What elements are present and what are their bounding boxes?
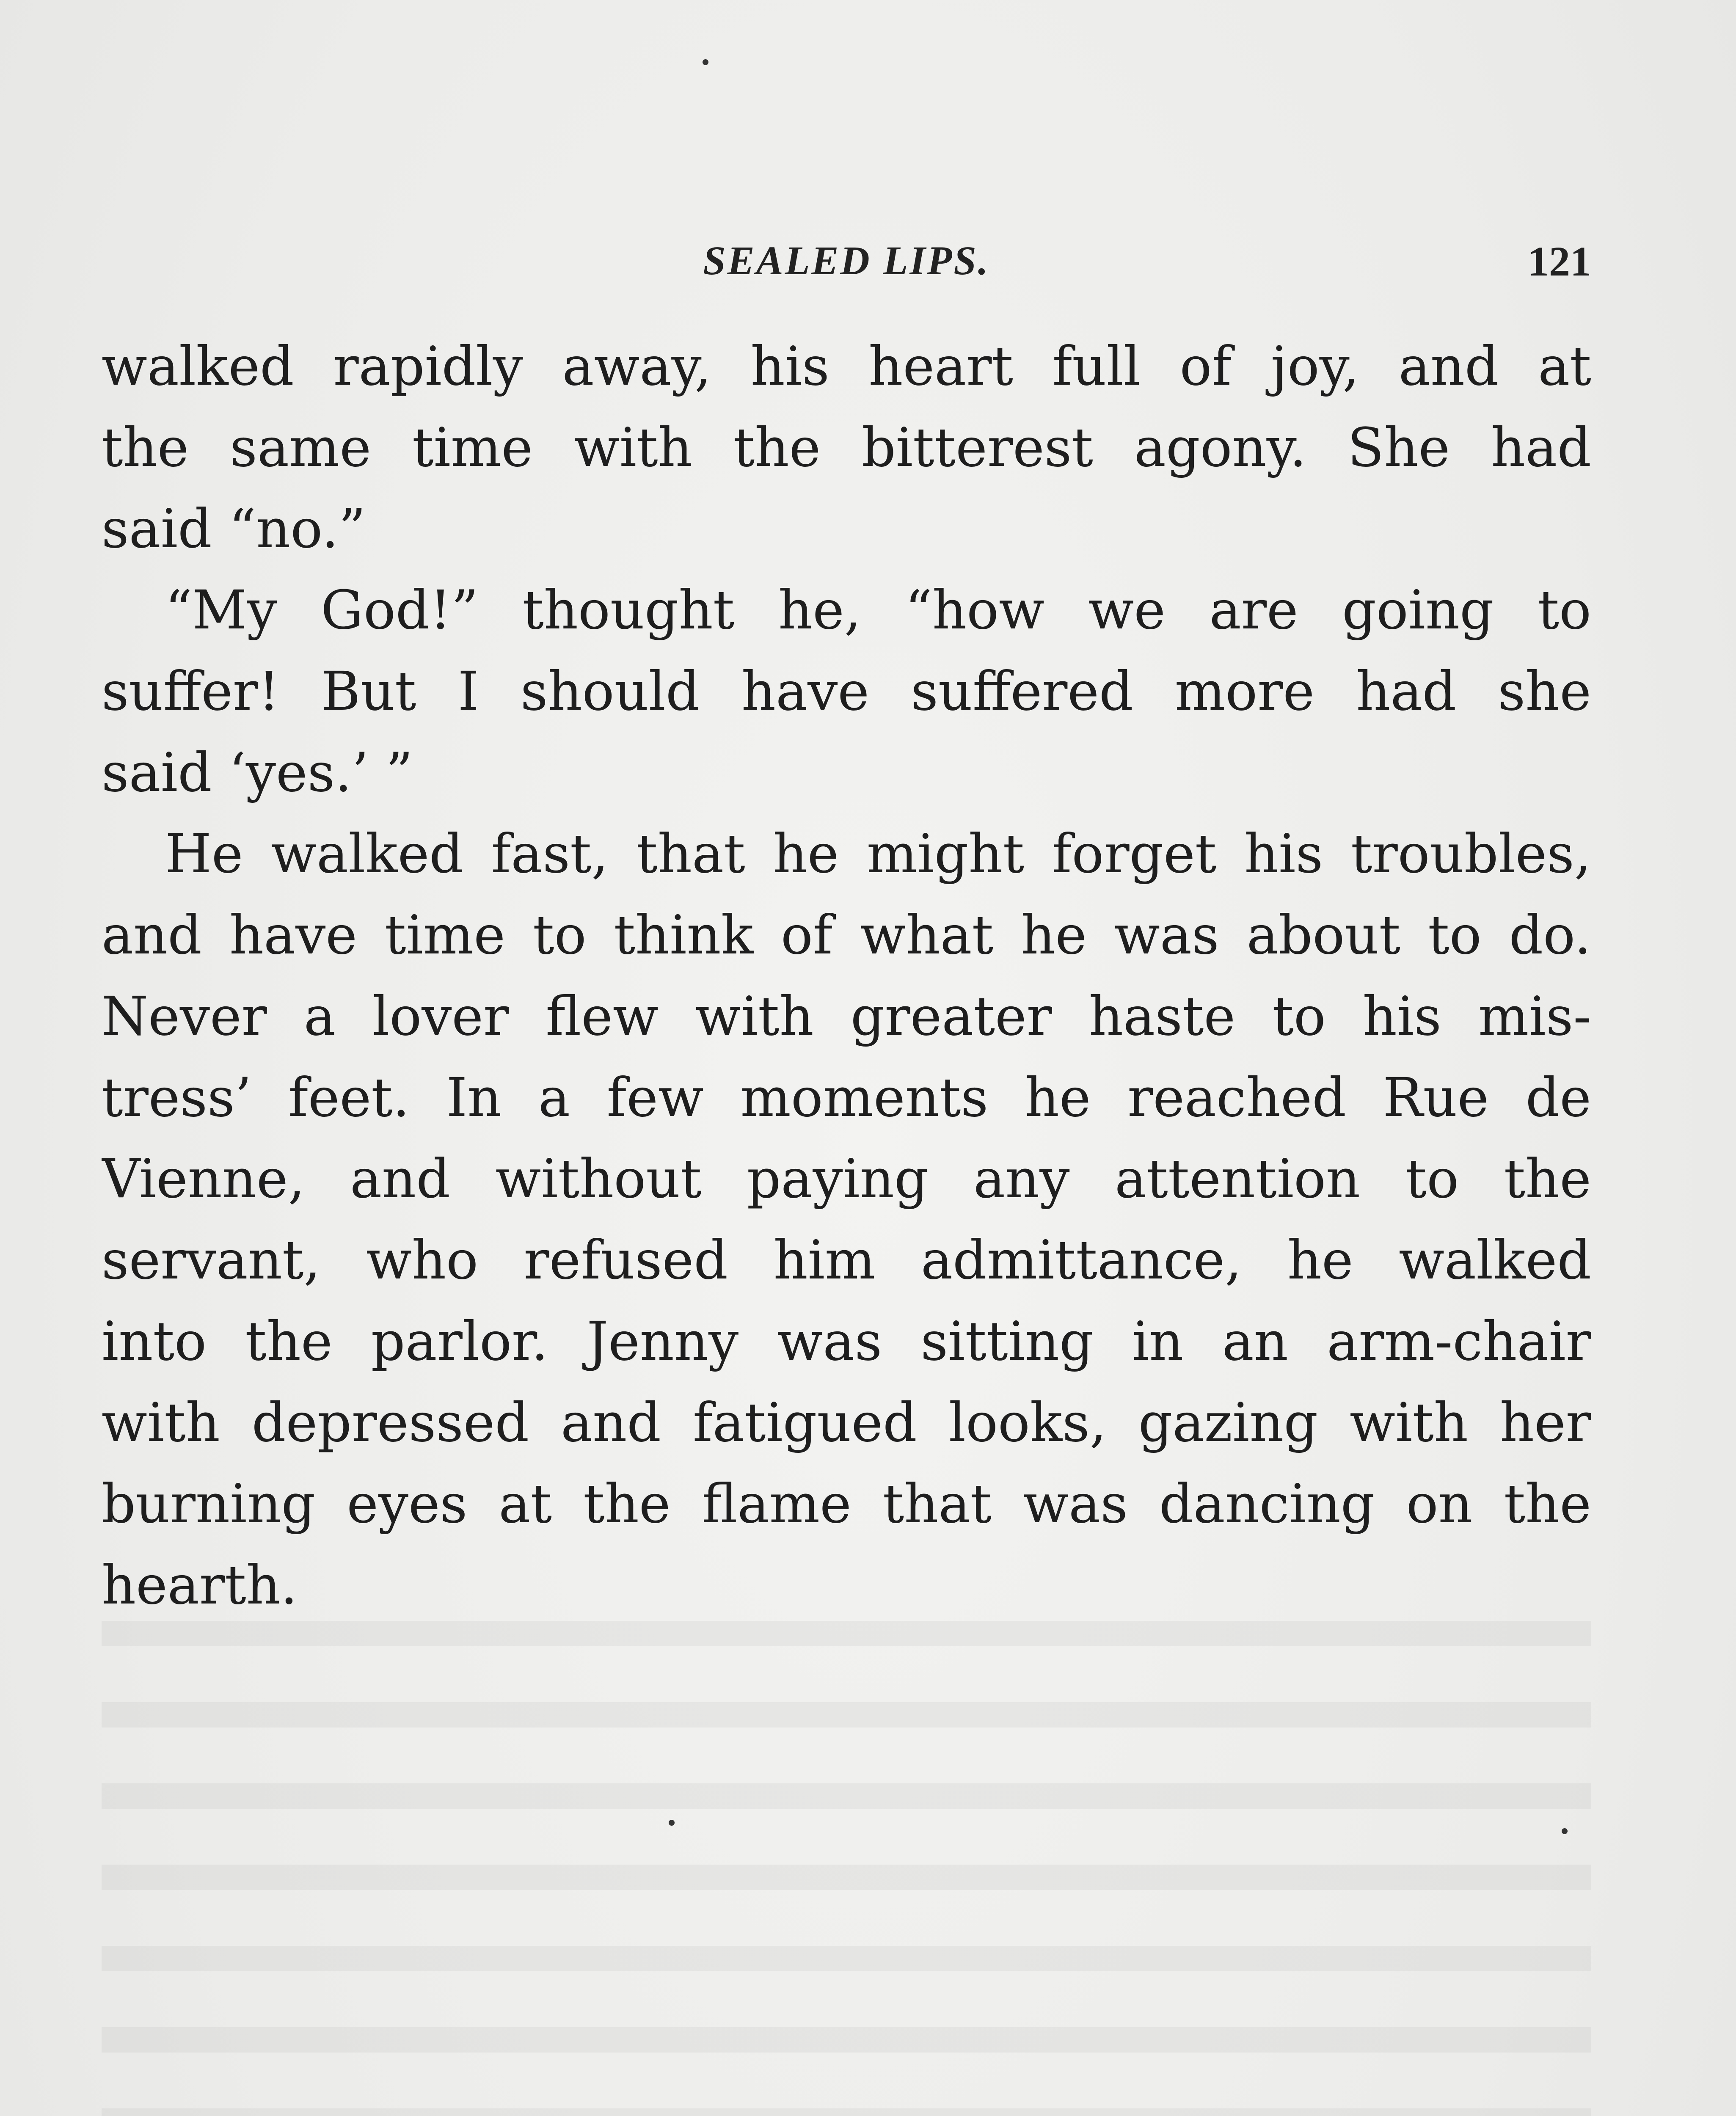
text-line: with depressed and fatigued looks, gazing with her [102,1391,1591,1454]
paper-speck [1562,1828,1568,1834]
text-line: “My God!” thought he, “how we are going to [165,579,1591,641]
text-line: tress’ feet. In a few moments he reached Rue de [102,1066,1591,1129]
page-number: 121 [1528,238,1591,285]
text-line: Never a lover flew with greater haste to his mis- [102,985,1591,1047]
text-line: the same time with the bitterest agony. She had [102,416,1591,479]
page-header [102,229,1591,296]
text-line: said ‘yes.’ ” [102,741,413,804]
text-line: servant, who refused him admittance, he walked [102,1229,1591,1291]
text-line: and have time to think of what he was about to do. [102,904,1591,966]
text-line: Vienne, and without paying any attention to the [102,1148,1591,1210]
paper-speck [703,59,708,65]
text-line: hearth. [102,1554,298,1616]
text-line: suffer! But I should have suffered more had she [102,660,1591,722]
body-text [102,326,1591,1626]
bleed-through-text [102,1574,1591,2116]
text-line: into the parlor. Jenny was sitting in an arm-chair [102,1310,1591,1372]
running-title: SEALED LIPS. [703,238,990,283]
text-line: He walked fast, that he might forget his troubles, [165,823,1591,885]
text-line: burning eyes at the flame that was dancing on the [102,1473,1591,1535]
text-line: walked rapidly away, his heart full of joy, and at [102,335,1591,397]
paper-speck [669,1820,675,1826]
text-line: said “no.” [102,498,366,560]
